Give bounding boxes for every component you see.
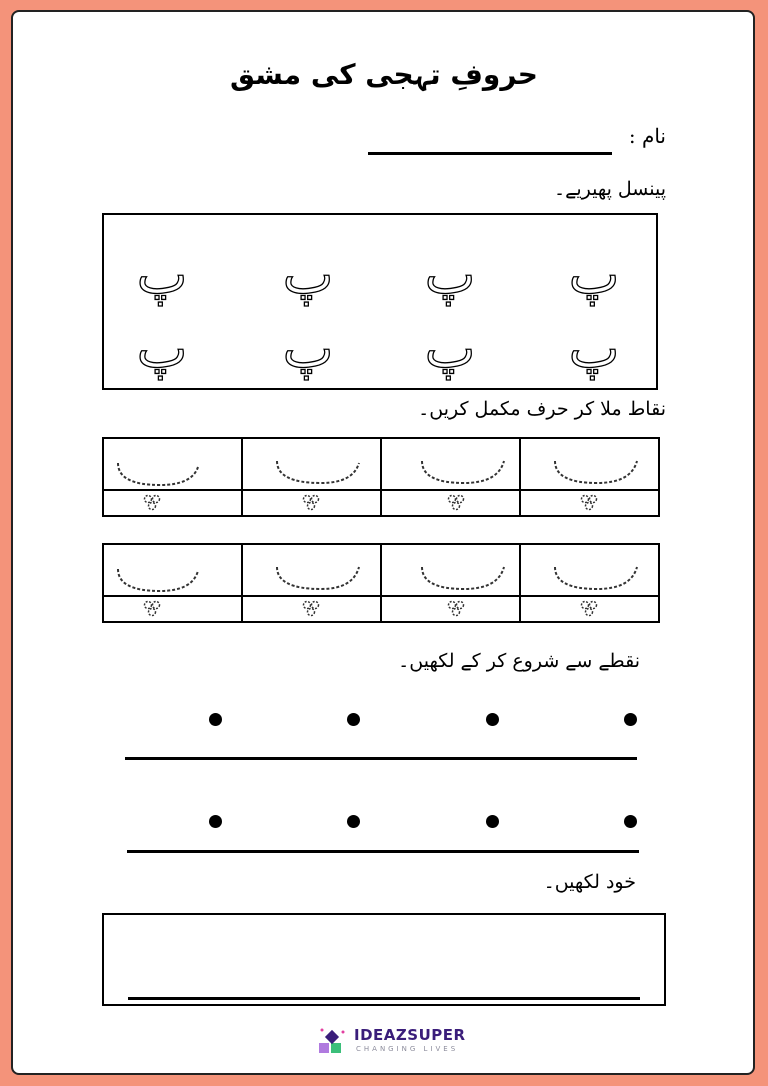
dotted-letter-body [521,545,663,595]
start-dot [209,815,222,828]
trace-letter: پ [424,243,476,306]
dot-cell [103,544,242,596]
name-write-line [368,152,612,155]
dot-cell-lower [242,490,381,516]
dotted-letter-body [243,439,391,489]
dot-cell-lower [381,490,520,516]
brand-tagline: CHANGING LIVES [356,1045,459,1053]
dot-cell [520,438,659,490]
dot-cell-lower [242,596,381,622]
trace-letter: پ [568,243,620,306]
writing-line [125,757,637,760]
dotted-letter-body [382,439,530,489]
start-dot [347,713,360,726]
dot-letter-grid [102,437,660,517]
trace-letter: پ [136,243,188,306]
dotted-letter-dots [382,597,530,621]
trace-letter: پ [424,317,476,380]
dotted-letter-body [104,545,242,595]
dotted-letter-dots [104,597,242,621]
brand-footer [318,1024,518,1060]
trace-letter: پ [568,317,620,380]
dot-cell [520,544,659,596]
dot-cell [381,438,520,490]
dotted-letter-body [104,439,242,489]
dot-cell-lower [103,596,242,622]
dotted-letter-dots [243,491,391,515]
brand-logo-icon [318,1026,348,1056]
start-dot [209,713,222,726]
trace-letter: پ [282,243,334,306]
dotted-letter-body [521,439,663,489]
start-dot [486,815,499,828]
self-write-box [102,913,666,1006]
dotted-letter-dots [104,491,242,515]
trace-instruction: پینسل پھیریے۔ [554,178,666,200]
dots-instruction: نقاط ملا کر حرف مکمل کریں۔ [418,398,666,420]
worksheet-title: حروفِ تہجی کی مشق [230,58,538,91]
dot-cell [242,438,381,490]
writing-line [128,997,640,1000]
brand-name: IDEAZSUPER [354,1026,466,1044]
trace-box [102,213,658,390]
start-dot [624,815,637,828]
dotted-letter-dots [521,491,663,515]
dot-cell [103,438,242,490]
name-label: نام : [628,124,666,148]
dot-cell-lower [520,490,659,516]
dot-cell-lower [381,596,520,622]
start-dot [486,713,499,726]
dotted-letter-dots [243,597,391,621]
self-write-instruction: خود لکھیں۔ [543,871,636,893]
trace-letter: پ [282,317,334,380]
dot-cell [381,544,520,596]
dot-cell [242,544,381,596]
dot-letter-grid [102,543,660,623]
start-dot [347,815,360,828]
start-dot-instruction: نقطے سے شروع کر کے لکھیں۔ [398,650,640,672]
dotted-letter-dots [382,491,530,515]
writing-line [127,850,639,853]
dot-cell-lower [520,596,659,622]
trace-letter: پ [136,317,188,380]
dotted-letter-body [243,545,391,595]
dotted-letter-dots [521,597,663,621]
dotted-letter-body [382,545,530,595]
dot-cell-lower [103,490,242,516]
start-dot [624,713,637,726]
